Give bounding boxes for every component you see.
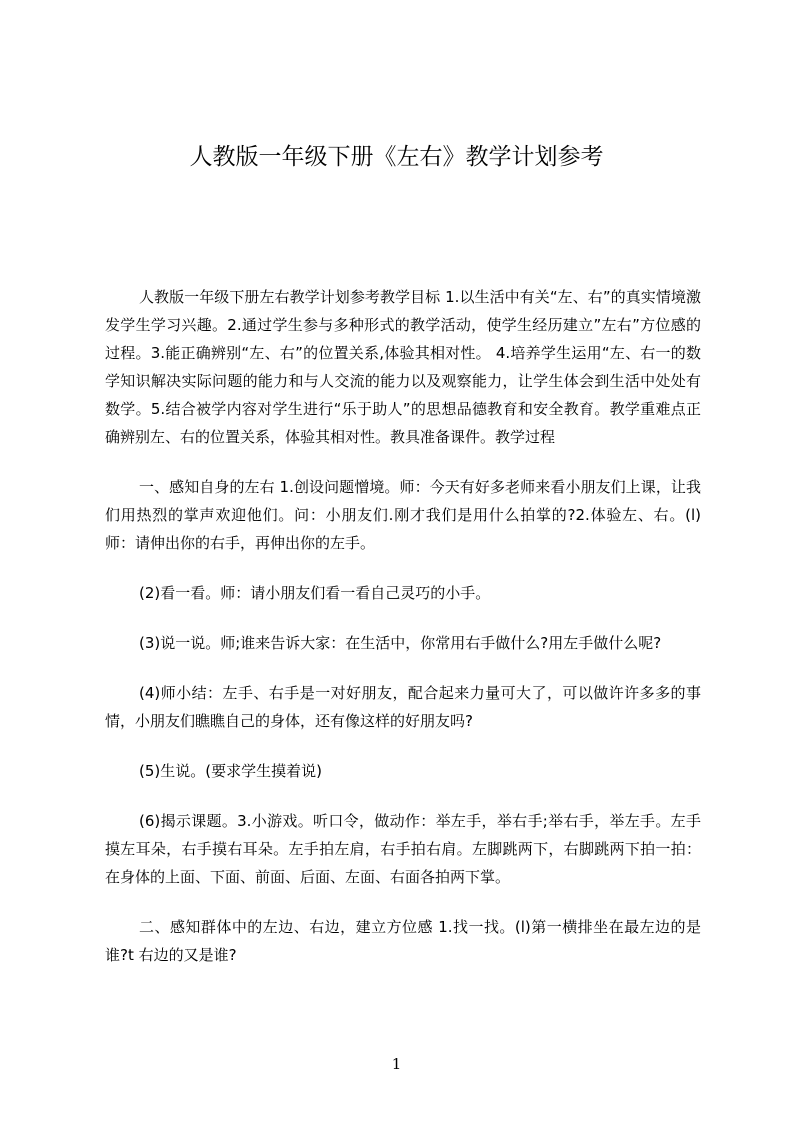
paragraph-objectives: 人教版一年级下册左右教学计划参考教学目标 1.以生活中有关“左、右”的真实情境激发学生学习兴趣。2.通过学生参与多种形式的教学活动，使学生经历建立”左右”方位感的过程。3.能正确辨别“左、右”的位置关系,体验其相对性。 4.培养学生运用“左、右一的数学知识解决实际问题的能力和与人交流的能力以及观察能力，让学生体会到生活中处处有数学。5.结合被学内容对学生进行“乐于助人”的思想品德教育和安全教育。教学重难点正确辨别左、右的位置关系，体验其相对性。教具准备课件。教学过程: [105, 288, 701, 446]
paragraph-students-say: (5)生说。(要求学生摸着说): [139, 762, 322, 780]
document-body: [105, 283, 701, 991]
page-number: 1: [391, 1055, 402, 1073]
paragraph-section-two: 二、感知群体中的左边、右边，建立方位感 1.找一找。(l)第一横排坐在最左边的是谁?t 右边的又是谁?: [105, 918, 701, 964]
paragraph-say: (3)说一说。师;谁来告诉大家：在生活中，你常用右手做什么?用左手做什么呢?: [139, 634, 662, 652]
document-title: 人教版一年级下册《左右》教学计划参考: [189, 144, 604, 170]
paragraph-look: (2)看一看。师：请小朋友们看一看自己灵巧的小手。: [139, 584, 491, 602]
paragraph-game: (6)揭示课题。3.小游戏。听口令，做动作：举左手，举右手;举右手，举左手。左手摸左耳朵，右手摸右耳朵。左手拍左肩，右手拍右肩。左脚跳两下，右脚跳两下拍一拍：在身体的上面、下面、前面、后面、左面、右面各拍两下掌。: [105, 812, 701, 886]
paragraph-section-one: 一、感知自身的左右 1.创设问题憎境。师：今天有好多老师来看小朋友们上课，让我们用热烈的掌声欢迎他们。问：小朋友们.刚才我们是用什么拍掌的?2.体验左、右。(l)师：请伸出你的右手，再伸出你的左手。: [105, 478, 701, 552]
paragraph-summary: (4)师小结：左手、右手是一对好朋友，配合起来力量可大了，可以做许许多多的事情，小朋友们瞧瞧自己的身体，还有像这样的好朋友吗?: [105, 684, 701, 730]
